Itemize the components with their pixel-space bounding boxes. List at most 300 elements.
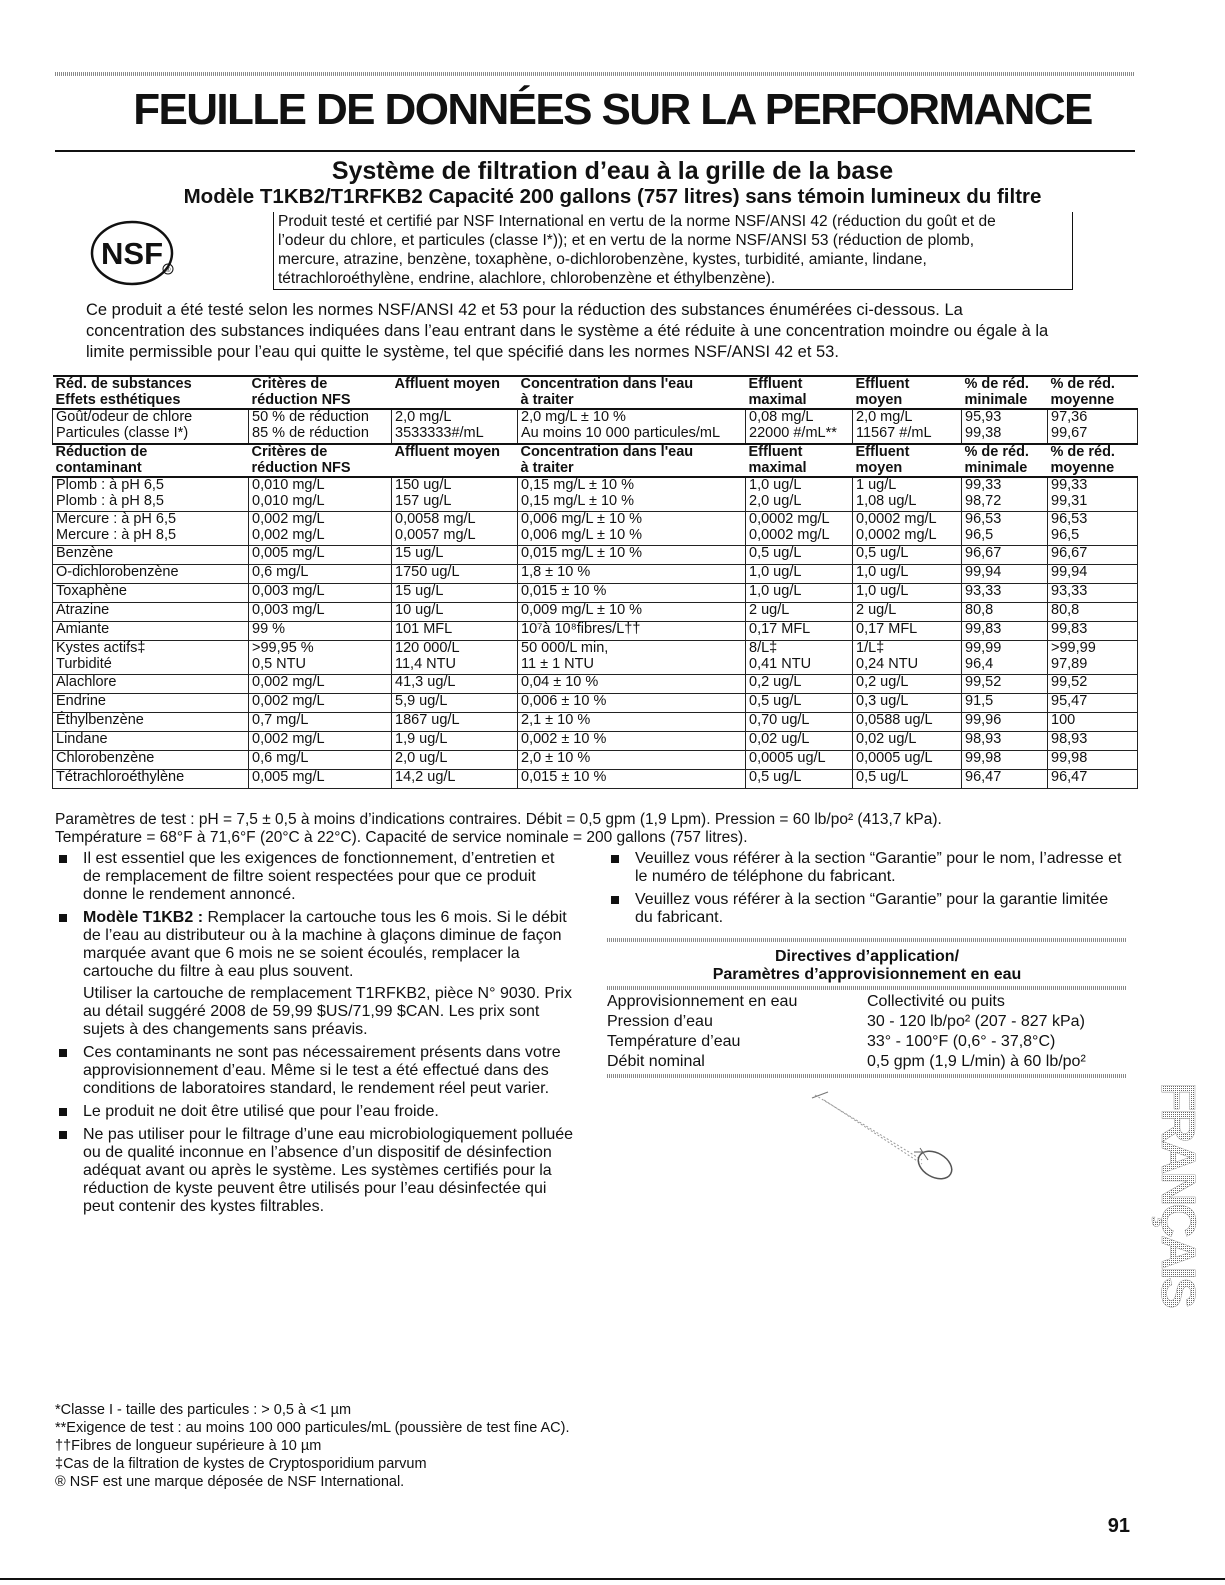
cell-line: 0,08 mg/L (749, 409, 814, 425)
cell-line: 2,0 mg/L (856, 409, 913, 425)
table-cell (392, 409, 518, 444)
cell-line: 98,93 (965, 731, 1002, 747)
table-cell (518, 770, 746, 789)
certification-box (273, 212, 1073, 290)
cell-line: Lindane (56, 731, 108, 747)
table-row (53, 713, 1138, 732)
table-cell (746, 376, 853, 409)
svg-text:®: ® (165, 267, 171, 274)
table-cell (53, 675, 249, 694)
cell-line: 1,0 ug/L (856, 564, 909, 580)
cell-line: à traiter (520, 391, 574, 408)
test-params-line: Température = 68°F à 71,6°F (20°C à 22°C). Capacité de service nominale = 200 gallons (757 litres). (55, 829, 748, 846)
cell-line: 100 (1051, 712, 1076, 728)
cell-line: 5,9 ug/L (395, 693, 448, 709)
cell-line: 50 % de réduction (252, 409, 369, 425)
cell-line: 0,5 ug/L (749, 545, 802, 561)
table-cell (518, 751, 746, 770)
table-row (53, 694, 1138, 713)
system-subtitle: Système de filtration d’eau à la grille de la base (331, 157, 894, 185)
table-header-row (53, 444, 1138, 477)
table-cell (53, 409, 249, 444)
table-cell (746, 622, 853, 641)
cell-line: 95,93 (965, 409, 1002, 425)
cell-line: 1,0 ug/L (856, 583, 909, 599)
table-cell (1048, 694, 1138, 713)
cell-line: 0,010 mg/L (252, 477, 325, 493)
cell-line: Particules (classe I*) (56, 424, 189, 441)
table-cell (746, 713, 853, 732)
directive-label: Débit nominal (607, 1053, 705, 1070)
table-cell (518, 477, 746, 512)
cell-line: 93,33 (1051, 583, 1088, 599)
table-cell (853, 732, 962, 751)
cell-line: moyenne (1050, 459, 1115, 476)
footnote: ††Fibres de longueur supérieure à 10 µm (55, 1438, 322, 1454)
table-cell (249, 565, 392, 584)
cell-line: Tétrachloroéthylène (56, 769, 185, 785)
footnote: *Classe I - taille des particules : > 0,5 à <1 µm (55, 1402, 352, 1418)
table-cell (962, 641, 1048, 675)
cell-line: 2 ug/L (749, 602, 790, 618)
table-cell (1048, 641, 1138, 675)
cell-line: contaminant (55, 459, 142, 476)
cell-line: 99,67 (1051, 424, 1088, 441)
cell-line: Affluent moyen (394, 444, 501, 460)
cell-line: Endrine (56, 693, 106, 709)
cell-line: 85 % de réduction (252, 424, 369, 441)
table-cell (853, 477, 962, 512)
table-cell (962, 732, 1048, 751)
test-parameters (55, 811, 1135, 847)
cell-line: 99,38 (965, 424, 1002, 441)
cert-line: mercure, atrazine, benzène, toxaphène, o-dichlorobenzène, kystes, turbidité, amiante, lindane, (278, 251, 927, 268)
cell-line: 0,15 mg/L ± 10 % (521, 492, 635, 509)
cell-line: 0,02 ug/L (749, 731, 810, 747)
cell-line: 150 ug/L (395, 477, 452, 493)
table-cell (392, 770, 518, 789)
cell-line: 91,5 (965, 693, 994, 709)
cell-line: 1,0 ug/L (749, 583, 802, 599)
table-cell (53, 751, 249, 770)
table-cell (962, 622, 1048, 641)
table-cell (392, 732, 518, 751)
table-cell (249, 512, 392, 546)
performance-table (52, 375, 1138, 789)
cell-line: 0,6 mg/L (252, 564, 309, 580)
cell-line: 96,53 (1051, 511, 1088, 527)
table-cell (392, 713, 518, 732)
table-cell (853, 584, 962, 603)
table-cell (962, 770, 1048, 789)
cell-line: 99,94 (965, 564, 1002, 580)
directives-table (607, 992, 1127, 1072)
table-cell (962, 444, 1048, 477)
cell-line: % de réd. (1050, 376, 1115, 392)
table-cell (392, 565, 518, 584)
directives-row (607, 1012, 1127, 1032)
table-cell (53, 444, 249, 477)
table-cell (53, 376, 249, 409)
list-item: Ces contaminants ne sont pas nécessairement présents dans votre approvisionnement d’eau. Même si le test a été effectué dans des conditions de laboratoires standard, le rendement réel peut varier. (55, 1044, 575, 1098)
cell-line: 2,0 mg/L (395, 409, 452, 425)
table-cell (392, 641, 518, 675)
directives-row (607, 992, 1127, 1012)
table-cell (518, 409, 746, 444)
cell-line: 1,8 ± 10 % (521, 564, 591, 580)
cert-line: Produit testé et certifié par NSF International en vertu de la norme NSF/ANSI 42 (réduction du goût et de (278, 213, 996, 230)
table-cell (853, 770, 962, 789)
cell-line: O-dichlorobenzène (56, 564, 179, 580)
cell-line: 0,5 ug/L (856, 545, 909, 561)
cell-line: 0,002 mg/L (252, 674, 325, 690)
table-row (53, 622, 1138, 641)
cell-line: à traiter (520, 459, 574, 476)
cell-line: 80,8 (1051, 602, 1080, 618)
replacement-info: Utiliser la cartouche de remplacement T1RFKB2, pièce N° 9030. Prix au détail suggéré 2008 de 59,99 $US/71,99 $CAN. Les prix sont sujets à des changements sans préavis. (83, 985, 572, 1038)
cell-line: 95,47 (1051, 693, 1088, 709)
table-cell (962, 603, 1048, 622)
table-cell (962, 675, 1048, 694)
cell-line: % de réd. (964, 444, 1029, 460)
table-cell (392, 376, 518, 409)
cell-line: réduction NFS (251, 459, 351, 476)
cell-line: 0,0588 ug/L (856, 712, 933, 728)
cell-line: 0,0002 mg/L (749, 511, 830, 527)
cell-line: Concentration dans l'eau (520, 376, 694, 392)
cell-line: 0,015 ± 10 % (521, 583, 607, 599)
language-side-tab (1148, 1082, 1204, 1352)
table-cell (249, 694, 392, 713)
cell-line: maximal (748, 459, 807, 476)
cell-line: 99,94 (1051, 564, 1088, 580)
cell-line: 0,5 ug/L (749, 693, 802, 709)
table-cell (853, 546, 962, 565)
cell-line: 99,98 (965, 750, 1002, 766)
cell-line: Mercure : à pH 6,5 (56, 511, 177, 527)
footnote: ® NSF est une marque déposée de NSF International. (55, 1474, 405, 1490)
cell-line: 0,0005 ug/L (856, 750, 933, 766)
directive-label: Température d’eau (607, 1033, 741, 1050)
table-cell (962, 584, 1048, 603)
directive-value: 30 - 120 lb/po² (207 - 827 kPa) (867, 1013, 1085, 1030)
table-row (53, 584, 1138, 603)
cell-line: 0,7 mg/L (252, 712, 309, 728)
cell-line: 99,99 (965, 640, 1002, 656)
cell-line: moyen (855, 391, 903, 408)
cell-line: 0,005 mg/L (252, 769, 325, 785)
table-cell (1048, 770, 1138, 789)
cell-line: 15 ug/L (395, 545, 444, 561)
cell-line: 0,0057 mg/L (395, 526, 476, 543)
directive-label: Approvisionnement en eau (607, 993, 798, 1010)
cell-line: Effluent (748, 444, 803, 460)
table-cell (1048, 512, 1138, 546)
cell-line: 0,2 ug/L (749, 674, 802, 690)
cell-line: 99,31 (1051, 492, 1088, 509)
cell-line: 1750 ug/L (395, 564, 460, 580)
page-title: FEUILLE DE DONNÉES SUR LA PERFORMANCE (133, 85, 1092, 134)
cell-line: Atrazine (56, 602, 110, 618)
cell-line: Réd. de substances (55, 376, 192, 392)
cell-line: 0,002 mg/L (252, 693, 325, 709)
cell-line: % de réd. (1050, 444, 1115, 460)
table-cell (392, 751, 518, 770)
table-cell (53, 713, 249, 732)
table-cell (53, 512, 249, 546)
cell-line: 1/L‡ (856, 640, 885, 656)
cell-line: 99,83 (965, 621, 1002, 637)
cell-line: Effluent (855, 444, 910, 460)
list-item: Ne pas utiliser pour le filtrage d’une eau microbiologiquement polluée ou de qualité inconnue en l’absence d’un dispositif de désinfection adéquat avant ou après le système. Les systèmes certifiés pour la réduction de kyste peuvent être utilisés pour l’eau désinfectée qui peut contenir des kystes filtrables. (55, 1126, 575, 1216)
bullet-square-icon (611, 896, 619, 904)
table-cell (1048, 584, 1138, 603)
cell-line: 10⁷à 10⁸fibres/L†† (521, 621, 641, 637)
cell-line: 98,72 (965, 492, 1002, 509)
table-row (53, 409, 1138, 444)
table-cell (392, 584, 518, 603)
footnote: ‡Cas de la filtration de kystes de Cryptosporidium parvum (55, 1456, 427, 1472)
cell-line: 0,002 mg/L (252, 511, 325, 527)
intro-line: limite permissible pour l’eau qui quitte le système, tel que spécifié dans les normes NSF/ANSI 42 et 53. (86, 343, 839, 361)
table-cell (518, 444, 746, 477)
cell-line: Critères de (251, 376, 328, 392)
table-cell (518, 376, 746, 409)
cell-line: 96,67 (1051, 545, 1088, 561)
table-cell (518, 732, 746, 751)
cell-line: 0,70 ug/L (749, 712, 810, 728)
table-cell (962, 477, 1048, 512)
model-label: Modèle T1KB2 : (83, 909, 204, 926)
cell-line: Kystes actifs‡ (56, 640, 146, 656)
nsf-logo-icon (88, 220, 188, 286)
cell-line: 0,6 mg/L (252, 750, 309, 766)
cell-line: 0,0002 mg/L (749, 526, 830, 543)
list-item: Le produit ne doit être utilisé que pour l’eau froide. (55, 1103, 575, 1121)
table-cell (853, 751, 962, 770)
nsf-logo-text: NSF (101, 236, 163, 271)
cell-line: Affluent moyen (394, 376, 501, 392)
intro-line: Ce produit a été testé selon les normes NSF/ANSI 42 et 53 pour la réduction des substances énumérées ci-dessous. La (86, 301, 963, 319)
list-item: Modèle T1KB2 : Remplacer la cartouche tous les 6 mois. Si le débit de l’eau au distributeur ou à la machine à glaçons diminue de façon marquée avant que 6 mois ne se soient écoulés, remplacer la cartouche du filtre à eau plus souvent. Utiliser la cartouche de remplacement T1RFKB2, pièce N° 9030. Prix au détail suggéré 2008 de 59,99 $US/71,99 $CAN. Les prix sont sujets à des changements sans préavis. (55, 909, 575, 1039)
directive-value: 33° - 100°F (0,6° - 37,8°C) (867, 1033, 1056, 1050)
table-cell (746, 409, 853, 444)
cell-line: 2,1 ± 10 % (521, 712, 591, 728)
table-cell (962, 546, 1048, 565)
cell-line: 93,33 (965, 583, 1002, 599)
cell-line: 2,0 mg/L ± 10 % (521, 409, 626, 425)
left-column-notes (55, 850, 575, 1221)
table-cell (518, 565, 746, 584)
cell-line: 0,003 mg/L (252, 583, 325, 599)
bullet-square-icon (59, 1131, 67, 1139)
cell-line: 96,67 (965, 545, 1002, 561)
cell-line: minimale (964, 459, 1028, 476)
cell-line: 2,0 ug/L (749, 492, 802, 509)
table-cell (746, 584, 853, 603)
table-cell (53, 584, 249, 603)
cell-line: 0,04 ± 10 % (521, 674, 599, 690)
right-column-notes (607, 850, 1127, 1078)
cell-line: Alachlore (56, 674, 117, 690)
table-cell (1048, 622, 1138, 641)
cell-line: 0,5 NTU (252, 655, 306, 672)
table-cell (53, 603, 249, 622)
cell-line: 96,53 (965, 511, 1002, 527)
table-cell (249, 675, 392, 694)
table-cell (853, 641, 962, 675)
cell-line: moyen (855, 459, 903, 476)
table-cell (962, 409, 1048, 444)
cell-line: 101 MFL (395, 621, 453, 637)
cell-line: 3533333#/mL (395, 424, 484, 441)
directives-row (607, 1032, 1127, 1052)
model-subtitle: Modèle T1KB2/T1RFKB2 Capacité 200 gallons (757 litres) sans témoin lumineux du filtre (183, 185, 1042, 208)
cell-line: 0,2 ug/L (856, 674, 909, 690)
table-cell (1048, 751, 1138, 770)
table-cell (1048, 376, 1138, 409)
cert-line: l’odeur du chlore, et particules (classe I*)); et en vertu de la norme NSF/ANSI 53 (réduction de plomb, (278, 232, 975, 249)
table-cell (746, 444, 853, 477)
table-cell (518, 546, 746, 565)
cell-line: 0,006 mg/L ± 10 % (521, 511, 643, 527)
cell-line: 0,005 mg/L (252, 545, 325, 561)
directives-rule-mid (607, 986, 1127, 990)
footnote: **Exigence de test : au moins 100 000 particules/mL (poussière de test fine AC). (55, 1420, 570, 1436)
table-cell (1048, 603, 1138, 622)
cell-line: 99,98 (1051, 750, 1088, 766)
cell-line: 8/L‡ (749, 640, 778, 656)
table-cell (853, 713, 962, 732)
cell-line: >99,95 % (252, 640, 314, 656)
table-cell (853, 675, 962, 694)
list-item: Veuillez vous référer à la section “Garantie” pour le nom, l’adresse et le numéro de téléphone du fabricant. (607, 850, 1127, 886)
test-params-line: Paramètres de test : pH = 7,5 ± 0,5 à moins d’indications contraires. Débit = 0,5 gpm (1,9 Lpm). Pression = 60 lb/po² (413,7 kPa). (55, 811, 942, 828)
table-row (53, 751, 1138, 770)
table-cell (53, 477, 249, 512)
table-cell (249, 732, 392, 751)
table-cell (746, 732, 853, 751)
table-cell (53, 546, 249, 565)
cell-line: 99 % (252, 621, 286, 637)
cell-line: 0,009 mg/L ± 10 % (521, 602, 643, 618)
cell-line: 96,4 (965, 655, 994, 672)
cell-line: Critères de (251, 444, 328, 460)
table-cell (746, 641, 853, 675)
table-row (53, 477, 1138, 512)
table-cell (518, 622, 746, 641)
cell-line: 0,5 ug/L (856, 769, 909, 785)
cell-line: 1,0 ug/L (749, 564, 802, 580)
table-cell (392, 477, 518, 512)
table-cell (1048, 713, 1138, 732)
cell-line: 99,33 (965, 477, 1002, 493)
table-cell (853, 409, 962, 444)
cell-line: Benzène (56, 545, 114, 561)
table-cell (249, 603, 392, 622)
filter-cartridge-icon (810, 1090, 960, 1180)
cell-line: Effluent (748, 376, 803, 392)
cell-line: 10 ug/L (395, 602, 444, 618)
table-cell (518, 584, 746, 603)
cell-line: >99,99 (1051, 640, 1096, 656)
list-item: Il est essentiel que les exigences de fonctionnement, d’entretien et de remplacement de filtre soient respectées pour que ce produit donne le rendement annoncé. (55, 850, 575, 904)
cell-line: 0,17 MFL (749, 621, 811, 637)
cell-line: Effluent (855, 376, 910, 392)
cell-line: 96,5 (1051, 526, 1080, 543)
cell-line: Toxaphène (56, 583, 127, 599)
cell-line: Au moins 10 000 particules/mL (521, 424, 721, 441)
cell-line: 0,02 ug/L (856, 731, 917, 747)
bullet-square-icon (611, 855, 619, 863)
table-cell (249, 770, 392, 789)
cell-line: 50 000/L min, (521, 640, 609, 656)
cell-line: 2,0 ± 10 % (521, 750, 591, 766)
table-cell (962, 713, 1048, 732)
table-cell (249, 546, 392, 565)
table-cell (746, 565, 853, 584)
cell-line: 1,9 ug/L (395, 731, 448, 747)
cell-line: 0,010 mg/L (252, 492, 325, 509)
table-cell (1048, 675, 1138, 694)
table-cell (1048, 732, 1138, 751)
table-cell (518, 713, 746, 732)
table-cell (853, 694, 962, 713)
cell-line: 11567 #/mL (856, 424, 932, 441)
cell-line: 0,002 ± 10 % (521, 731, 607, 747)
table-cell (249, 622, 392, 641)
cell-line: 0,5 ug/L (749, 769, 802, 785)
cell-line: 2,0 ug/L (395, 750, 448, 766)
directives-rule-top (607, 938, 1127, 942)
table-cell (518, 694, 746, 713)
cell-line: 0,003 mg/L (252, 602, 325, 618)
cell-line: 0,0058 mg/L (395, 511, 476, 527)
table-cell (962, 694, 1048, 713)
cell-line: 99,83 (1051, 621, 1088, 637)
cell-line: Amiante (56, 621, 110, 637)
cell-line: 22000 #/mL** (749, 424, 837, 441)
table-cell (962, 512, 1048, 546)
bottom-rule (0, 1578, 1225, 1580)
bullet-square-icon (59, 855, 67, 863)
cell-line: 11,4 NTU (395, 655, 456, 672)
cell-line: % de réd. (964, 376, 1029, 392)
table-row (53, 641, 1138, 675)
cell-line: 0,41 NTU (749, 655, 812, 672)
cell-line: Réduction de (55, 444, 148, 460)
cell-line: moyenne (1050, 391, 1115, 408)
notes-list (55, 850, 575, 1216)
table-cell (392, 444, 518, 477)
cell-line: Plomb : à pH 8,5 (56, 492, 164, 509)
side-label: FRANÇAIS (1151, 1082, 1204, 1306)
table-header-row (53, 376, 1138, 409)
table-cell (1048, 565, 1138, 584)
table-cell (249, 409, 392, 444)
table-cell (392, 546, 518, 565)
cell-line: Éthylbenzène (56, 712, 144, 728)
warranty-list (607, 850, 1127, 927)
table-cell (1048, 444, 1138, 477)
cell-line: 0,006 mg/L ± 10 % (521, 526, 643, 543)
table-row (53, 546, 1138, 565)
cell-line: 98,93 (1051, 731, 1088, 747)
cell-line: 0,3 ug/L (856, 693, 909, 709)
table-cell (746, 603, 853, 622)
cell-line: 0,015 mg/L ± 10 % (521, 545, 643, 561)
table-cell (249, 477, 392, 512)
